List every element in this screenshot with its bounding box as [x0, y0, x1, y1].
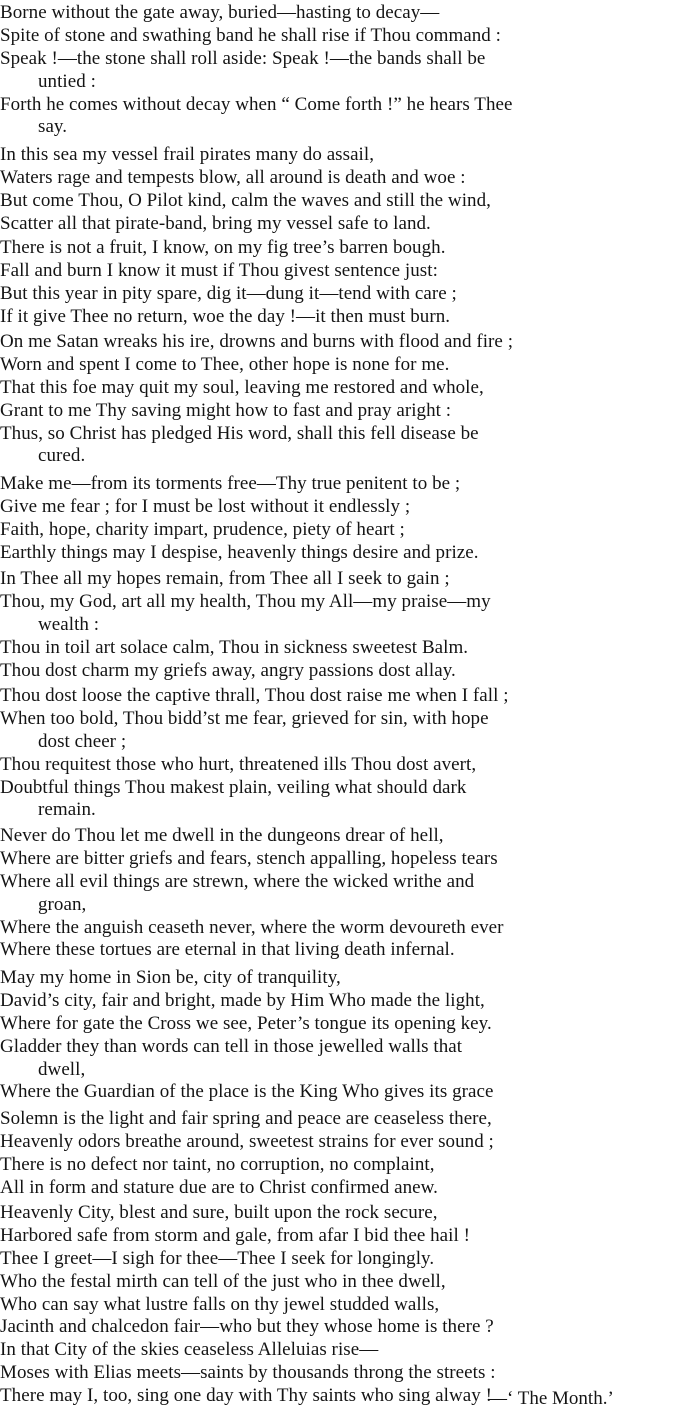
poem-line: Scatter all that pirate-band, bring my vessel safe to land. [0, 212, 431, 234]
poem-line: Fall and burn I know it must if Thou givest sentence just: [0, 259, 438, 281]
poem-line: When too bold, Thou bidd’st me fear, grieved for sin, with hope [0, 707, 489, 729]
stanza [0, 1108, 684, 1200]
poem-line-continuation: remain. [38, 799, 96, 821]
poem-line: In that City of the skies ceaseless Alleluias rise— [0, 1339, 379, 1361]
stanza [0, 967, 684, 1104]
poem-line: Gladder they than words can tell in those jewelled walls that [0, 1035, 463, 1057]
poem-line: If it give Thee no return, woe the day !—it then must burn. [0, 305, 451, 327]
poem-line: All in form and stature due are to Christ confirmed anew. [0, 1176, 438, 1198]
poem-line: There is not a fruit, I know, on my fig tree’s barren bough. [0, 237, 446, 258]
poem-line: Moses with Elias meets—saints by thousands throng the streets : [0, 1362, 496, 1384]
poem-line: Forth he comes without decay when “ Come forth !” he hears Thee [0, 93, 513, 115]
poem-line: On me Satan wreaks his ire, drowns and burns with flood and fire ; [0, 331, 514, 352]
poem-line: Thou in toil art solace calm, Thou in sickness sweetest Balm. [0, 636, 469, 658]
poem-line: Waters rage and tempests blow, all around is death and woe : [0, 166, 466, 188]
poem-line: Harbored safe from storm and gale, from afar I bid thee hail ! [0, 1224, 470, 1246]
poem-line: Jacinth and chalcedon fair—who but they whose home is there ? [0, 1316, 494, 1338]
stanza [0, 685, 684, 822]
poem-line: Where the anguish ceaseth never, where the worm devoureth ever [0, 916, 504, 938]
stanza [0, 237, 684, 329]
poem-line: Earthly things may I despise, heavenly things desire and prize. [0, 541, 479, 563]
poem-line-continuation: wealth : [38, 613, 100, 635]
poem-line-continuation: say. [38, 116, 68, 138]
stanza [0, 568, 684, 682]
poem-line: Heavenly City, blest and sure, built upon the rock secure, [0, 1202, 438, 1223]
poem-line: Where these tortues are eternal in that living death infernal. [0, 939, 455, 961]
stanza [0, 2, 684, 139]
poem-line-continuation: untied : [38, 70, 96, 92]
poem-line: Spite of stone and swathing band he shall rise if Thou command : [0, 24, 501, 46]
poem-line: Speak !—the stone shall roll aside: Speak !—the bands shall be [0, 47, 486, 69]
poem-line: But come Thou, O Pilot kind, calm the waves and still the wind, [0, 189, 491, 211]
poem-line: In this sea my vessel frail pirates many do assail, [0, 144, 375, 165]
poem-line-continuation: dost cheer ; [38, 730, 127, 752]
poem-line: Solemn is the light and fair spring and peace are ceaseless there, [0, 1108, 492, 1129]
poem-line: Thou dost charm my griefs away, angry passions dost allay. [0, 659, 456, 681]
poem-line: Thou, my God, art all my health, Thou my All—my praise—my [0, 590, 491, 612]
stanza [0, 144, 684, 236]
poem-line: Heavenly odors breathe around, sweetest strains for ever sound ; [0, 1130, 494, 1152]
poem-line: There is no defect nor taint, no corruption, no complaint, [0, 1153, 435, 1175]
poem-line: That this foe may quit my soul, leaving me restored and whole, [0, 376, 484, 398]
poem-line: May my home in Sion be, city of tranquility, [0, 967, 341, 988]
poem-line: Who the festal mirth can tell of the just who in thee dwell, [0, 1270, 446, 1292]
poem-line: Doubtful things Thou makest plain, veiling what should dark [0, 776, 467, 798]
poem-line: Where are bitter griefs and fears, stench appalling, hopeless tears [0, 847, 498, 869]
poem-line: Thou dost loose the captive thrall, Thou dost raise me when I fall ; [0, 685, 509, 706]
poem-line: In Thee all my hopes remain, from Thee all I seek to gain ; [0, 568, 450, 589]
poem-line: Thus, so Christ has pledged His word, shall this fell disease be [0, 422, 479, 444]
poem-line: Make me—from its torments free—Thy true penitent to be ; [0, 473, 461, 494]
poem-line: Where the Guardian of the place is the King Who gives its grace [0, 1081, 494, 1103]
poem-line: Faith, hope, charity impart, prudence, piety of heart ; [0, 518, 405, 540]
poem-line-continuation: groan, [38, 893, 87, 915]
poem-line: Grant to me Thy saving might how to fast and pray aright : [0, 399, 452, 421]
stanza [0, 331, 684, 468]
poem-line-continuation: dwell, [38, 1058, 86, 1080]
poem-line: David’s city, fair and bright, made by Him Who made the light, [0, 989, 485, 1011]
poem-line: Who can say what lustre falls on thy jewel studded walls, [0, 1293, 440, 1315]
stanza [0, 1202, 684, 1408]
poem-line: There may I, too, sing one day with Thy saints who sing alway ! [0, 1385, 492, 1407]
poem-line: Never do Thou let me dwell in the dungeons drear of hell, [0, 825, 444, 846]
poem-line: Give me fear ; for I must be lost without it endlessly ; [0, 495, 411, 517]
poem-line: But this year in pity spare, dig it—dung it—tend with care ; [0, 282, 457, 304]
poem-line: Thou requitest those who hurt, threatened ills Thou dost avert, [0, 753, 477, 775]
stanza [0, 825, 684, 962]
poem-line-continuation: cured. [38, 445, 86, 467]
poem-line: Thee I greet—I sigh for thee—Thee I seek for longingly. [0, 1247, 435, 1269]
poem-line: Where for gate the Cross we see, Peter’s tongue its opening key. [0, 1012, 492, 1034]
poem-line: Worn and spent I come to Thee, other hope is none for me. [0, 353, 450, 375]
poem-line: Where all evil things are strewn, where the wicked writhe and [0, 870, 475, 892]
stanza [0, 473, 684, 565]
poem-line: Borne without the gate away, buried—hasting to decay— [0, 2, 440, 23]
attribution: —‘ The Month.’ [488, 1388, 614, 1409]
